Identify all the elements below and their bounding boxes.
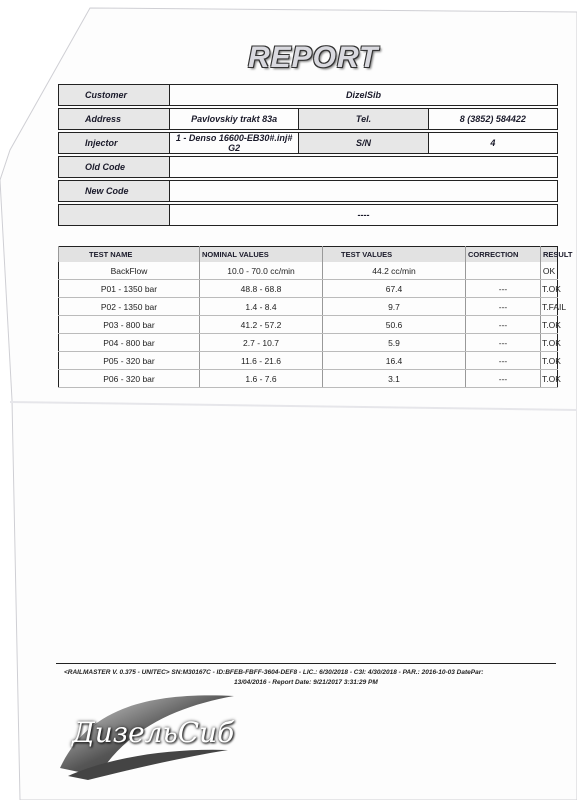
customer-value: DizelSib: [170, 85, 558, 106]
footer-line-1: <RAILMASTER V. 0.375 - UNITEC> SN:M30167C - ID:BFEB-FBFF-3604-DEF8 - LIC.: 6/30/2018 - C3I: 4/30/2018 - PAR.: 2016-10-03 DatePar:: [64, 669, 484, 676]
test-results-table: [58, 246, 573, 388]
correction-cell: ---: [466, 334, 541, 352]
sn-label: S/N: [299, 133, 428, 154]
test-name-cell: P06 - 320 bar: [59, 370, 200, 388]
col-test-name: TEST NAME: [59, 247, 200, 263]
report-footer: [56, 663, 556, 691]
report-title: REPORT: [248, 41, 379, 74]
result-cell: T.OK: [541, 352, 558, 370]
result-cell: OK: [541, 262, 558, 280]
nominal-cell: 1.4 - 8.4: [200, 298, 323, 316]
result-cell: T.OK: [541, 316, 558, 334]
test-row: [59, 370, 558, 388]
company-logo-text: ДизельСиб: [72, 716, 235, 749]
tel-value: 8 (3852) 584422: [428, 109, 557, 130]
company-logo: [58, 688, 236, 780]
customer-info-table: [58, 84, 558, 226]
test-row: [59, 316, 558, 334]
col-nominal: NOMINAL VALUES: [200, 247, 323, 263]
injector-value: 1 - Denso 16600-EB30#.inj# G2: [170, 133, 299, 154]
test-name-cell: P03 - 800 bar: [59, 316, 200, 334]
test-name-cell: BackFlow: [59, 262, 200, 280]
test-value-cell: 16.4: [323, 352, 466, 370]
correction-cell: ---: [466, 280, 541, 298]
test-value-cell: 9.7: [323, 298, 466, 316]
test-value-cell: 50.6: [323, 316, 466, 334]
test-row: [59, 262, 558, 280]
test-row: [59, 352, 558, 370]
footer-line-2: 13/04/2016 - Report Date: 9/21/2017 3:31:29 PM: [234, 679, 378, 686]
nominal-cell: 11.6 - 21.6: [200, 352, 323, 370]
nominal-cell: 41.2 - 57.2: [200, 316, 323, 334]
old-code-value: [170, 157, 558, 178]
blank-value: ----: [170, 205, 558, 226]
col-test-values: TEST VALUES: [323, 247, 466, 263]
test-value-cell: 3.1: [323, 370, 466, 388]
result-cell: T.OK: [541, 334, 558, 352]
new-code-label: New Code: [59, 181, 170, 202]
test-row: [59, 298, 558, 316]
correction-cell: ---: [466, 370, 541, 388]
result-cell: T.OK: [541, 280, 558, 298]
new-code-value: [170, 181, 558, 202]
test-name-cell: P04 - 800 bar: [59, 334, 200, 352]
result-cell: T.FAIL: [541, 298, 558, 316]
test-value-cell: 44.2 cc/min: [323, 262, 466, 280]
correction-cell: ---: [466, 298, 541, 316]
test-value-cell: 67.4: [323, 280, 466, 298]
test-row: [59, 280, 558, 298]
result-cell: T.OK: [541, 370, 558, 388]
test-name-cell: P02 - 1350 bar: [59, 298, 200, 316]
test-value-cell: 5.9: [323, 334, 466, 352]
test-name-cell: P05 - 320 bar: [59, 352, 200, 370]
address-value: Pavlovskiy trakt 83a: [170, 109, 299, 130]
address-label: Address: [59, 109, 170, 130]
correction-cell: ---: [466, 352, 541, 370]
sn-value: 4: [428, 133, 557, 154]
col-result: RESULT: [541, 247, 558, 263]
correction-cell: ---: [466, 316, 541, 334]
col-correction: CORRECTION: [466, 247, 541, 263]
test-name-cell: P01 - 1350 bar: [59, 280, 200, 298]
test-row: [59, 334, 558, 352]
nominal-cell: 10.0 - 70.0 cc/min: [200, 262, 323, 280]
customer-label: Customer: [59, 85, 170, 106]
test-rows: [59, 262, 567, 388]
blank-label: [59, 205, 170, 226]
tel-label: Tel.: [299, 109, 428, 130]
correction-cell: [466, 262, 541, 280]
nominal-cell: 48.8 - 68.8: [200, 280, 323, 298]
nominal-cell: 1.6 - 7.6: [200, 370, 323, 388]
nominal-cell: 2.7 - 10.7: [200, 334, 323, 352]
injector-label: Injector: [59, 133, 170, 154]
old-code-label: Old Code: [59, 157, 170, 178]
